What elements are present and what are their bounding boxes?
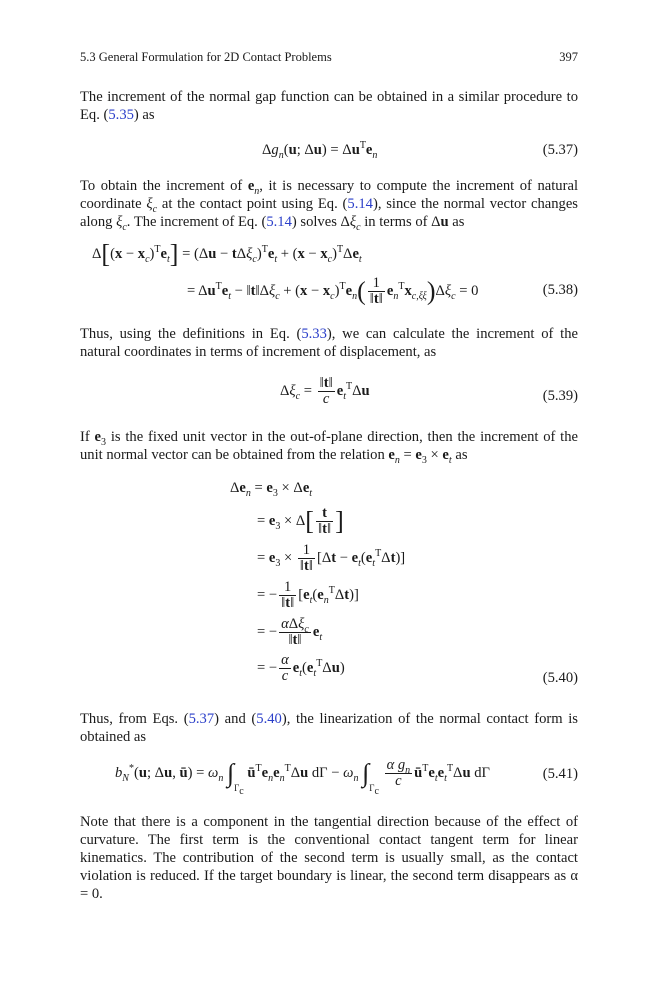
equation-line-3: = $e_3$ × $\frac{1}{‖t‖}$ $[\Delta t - e_t(e_t^T\Delta t)]$ <box>257 542 406 574</box>
equation-5-40 <box>80 480 578 692</box>
paragraph-5 <box>80 710 578 746</box>
equation-5-39 <box>80 376 578 416</box>
paragraph-text: ) solves Δ <box>291 214 350 230</box>
equation-number: (5.39) <box>542 388 578 404</box>
equation-reference-link[interactable]: 5.35 <box>108 107 134 123</box>
paragraph-text: ), the linearization of the normal contact form is obtained as <box>80 711 578 745</box>
paragraph-text: ) as <box>133 107 155 123</box>
equation-reference-link[interactable]: 5.14 <box>347 196 373 212</box>
paragraph-text: The increment of the normal gap function can be obtained in a similar procedure to Eq. ( <box>80 89 578 123</box>
equation-line-2: = $\Delta u^Te_t$ − $‖t‖\Delta\xi_c + (x - x_c)^Te_n$( $\frac{1}{‖t‖}$ $e_n^Tx_{c,\xi\xi})\Delta\xi_c = 0$ <box>187 275 479 307</box>
equation-number: (5.40) <box>542 670 578 686</box>
equation-reference-link[interactable]: 5.40 <box>256 711 282 727</box>
page-number: 397 <box>559 50 578 64</box>
equation-line-4: = − $\frac{1}{‖t‖}$ $[e_t(e_n^T\Delta t)]$ <box>257 579 359 611</box>
equation-5-38 <box>80 239 578 316</box>
equation-number: (5.38) <box>542 282 578 298</box>
equation-number: (5.41) <box>542 766 578 782</box>
paragraph-text: is the fixed unit vector in the out-of-plane direction, then the increment of the unit normal vector can be obtained from the relation <box>80 429 579 463</box>
equation-5-41 <box>80 758 578 798</box>
paragraph-text: To obtain the increment of <box>80 178 248 194</box>
section-title: 5.3 General Formulation for 2D Contact Problems <box>80 50 332 64</box>
paragraph-text: ), since the normal vector changes along <box>80 196 578 230</box>
equation-reference-link[interactable]: 5.37 <box>188 711 215 727</box>
equation-line-6: = − $\frac{\alpha}{c}$ $e_t(e_t^T\Delta u)$ <box>257 652 345 684</box>
paragraph-text: as <box>451 447 468 463</box>
paragraph-6 <box>80 813 578 903</box>
equation-body: $\Delta\xi_c$ = $\frac{‖t‖}{c}$ $e_t^T\Delta u$ <box>280 375 370 407</box>
paragraph-1 <box>80 88 578 124</box>
paragraph-text: ) and ( <box>214 711 257 727</box>
equation-number: (5.37) <box>542 142 578 158</box>
paragraph-text: Note that there is a component in the tangential direction because of the effect of curvature. The first term is the conventional contact tangent term for linear kinematics. The contribution of the second term is usually small, as the contact violation is reduced. If the target boundary is linear, the second term disappears as α = 0. <box>80 814 578 902</box>
paragraph-text: . The increment of Eq. ( <box>126 214 267 230</box>
equation-line-1: $\Delta[(x - x_c)^Te_t] = (\Delta u - t\Delta\xi_c)^Te_t + (x - x_c)^T\Delta e_t$ <box>92 239 362 269</box>
equation-line-5: = − $\frac{\alpha\Delta\xi_c}{‖t‖}$ $e_t$ <box>257 616 323 648</box>
paragraph-text: Thus, using the definitions in Eq. ( <box>80 326 302 342</box>
paragraph-2: To obtain the increment of $e_n$, it is necessary to compute the increment of natural coordinate $\xi_c$ at the contact point using Eq. (5.14), since the normal vector changes along $\xi_c$. The increment of Eq. (5.14) solves $\Delta\xi_c$ in terms of Δu as <box>80 178 578 233</box>
equation-reference-link[interactable]: 5.33 <box>301 326 327 342</box>
paragraph-text: ), we can calculate the increment of the natural coordinates in terms of increment of displacement, as <box>80 326 578 360</box>
equation-line-1: $\Delta e_n = e_3 \times \Delta e_t$ <box>230 480 313 499</box>
paragraph-text: If <box>80 429 95 445</box>
paragraph-text: at the contact point using Eq. ( <box>157 196 348 212</box>
paragraph-text: as <box>448 214 465 230</box>
paragraph-3 <box>80 325 578 361</box>
paragraph-text: Thus, from Eqs. ( <box>80 711 189 727</box>
equation-reference-link[interactable]: 5.14 <box>266 214 292 230</box>
equation-line-2: = $e_3 \times \Delta$[ $\frac{t}{‖t‖}$ ] <box>257 505 344 537</box>
paragraph-4: If $e_3$ is the fixed unit vector in the out-of-plane direction, then the increment of the unit normal vector can be obtained from the relation $e_n = e_3 \times e_t$ as <box>80 429 579 466</box>
equation-body: $b_N^*(u$; Δu, ū) = $\omega_n$ $\int_{\Gamma_c}$ $ū^Te_ne_n^T\Delta u$ $d\Gamma - \omega_n$ $\int_{\Gamma_c}$ $\frac{\alpha g_n}{c}$ $ū^Te_te_t^T\Delta u$ dΓ <box>115 757 490 797</box>
paragraph-text: in terms of Δ <box>360 214 441 230</box>
equation-body: $\Delta g_n(u$; $\Delta u) = \Delta u^Te_n$ <box>262 140 378 161</box>
paragraph-text: , it is necessary to compute the increment of natural coordinate <box>80 178 578 212</box>
